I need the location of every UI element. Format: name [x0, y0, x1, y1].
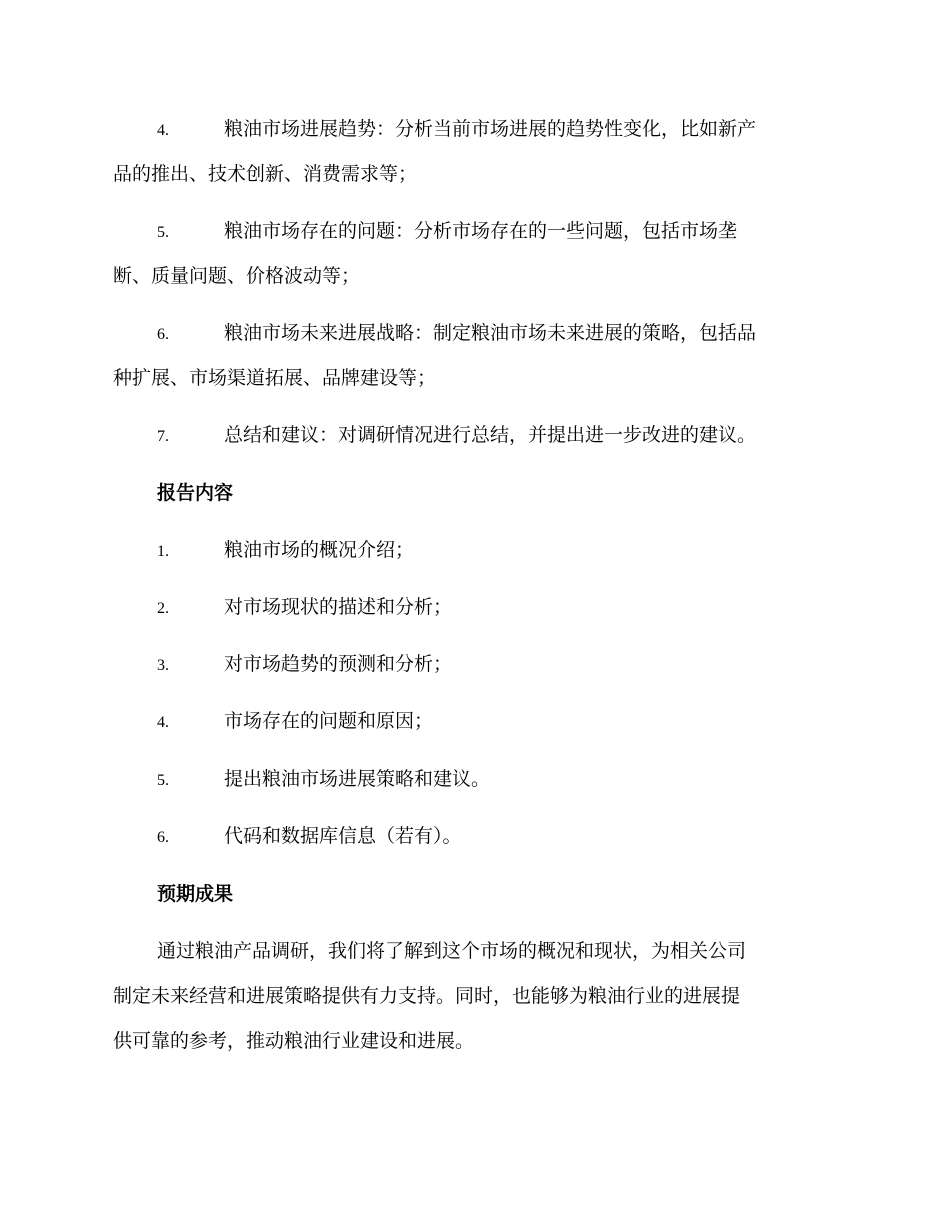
list-text: 对市场趋势的预测和分析； — [224, 653, 453, 675]
list-text: 粮油市场未来进展战略：制定粮油市场未来进展的策略，包括品 — [224, 322, 757, 344]
list-text: 粮油市场进展趋势：分析当前市场进展的趋势性变化，比如新产 — [224, 118, 757, 140]
list-text-continued: 品的推出、技术创新、消费需求等； — [113, 163, 418, 185]
list-number: 4. — [157, 714, 169, 731]
list-number: 7. — [157, 428, 169, 445]
list-number: 6. — [157, 829, 169, 846]
list-text-continued: 种扩展、市场渠道拓展、品牌建设等； — [113, 367, 437, 389]
section-heading: 预期成果 — [157, 883, 234, 905]
paragraph-line: 制定未来经营和进展策略提供有力支持。同时，也能够为粮油行业的进展提 — [113, 985, 741, 1007]
paragraph-line: 通过粮油产品调研，我们将了解到这个市场的概况和现状，为相关公司 — [157, 940, 747, 962]
list-text: 市场存在的问题和原因； — [224, 710, 434, 732]
list-text: 对市场现状的描述和分析； — [224, 596, 453, 618]
list-number: 2. — [157, 600, 169, 617]
list-number: 3. — [157, 657, 169, 674]
list-text-continued: 断、质量问题、价格波动等； — [113, 265, 361, 287]
list-number: 5. — [157, 772, 169, 789]
list-number: 6. — [157, 326, 169, 343]
list-number: 5. — [157, 224, 169, 241]
section-heading: 报告内容 — [157, 482, 234, 504]
list-text: 粮油市场的概况介绍； — [224, 539, 415, 561]
list-text: 代码和数据库信息（若有）。 — [224, 825, 462, 847]
list-text: 总结和建议：对调研情况进行总结，并提出进一步改进的建议。 — [224, 424, 757, 446]
list-number: 1. — [157, 543, 169, 560]
paragraph-line: 供可靠的参考，推动粮油行业建设和进展。 — [113, 1030, 475, 1052]
list-text: 提出粮油市场进展策略和建议。 — [224, 768, 491, 790]
list-number: 4. — [157, 122, 169, 139]
list-text: 粮油市场存在的问题：分析市场存在的一些问题，包括市场垄 — [224, 220, 738, 242]
